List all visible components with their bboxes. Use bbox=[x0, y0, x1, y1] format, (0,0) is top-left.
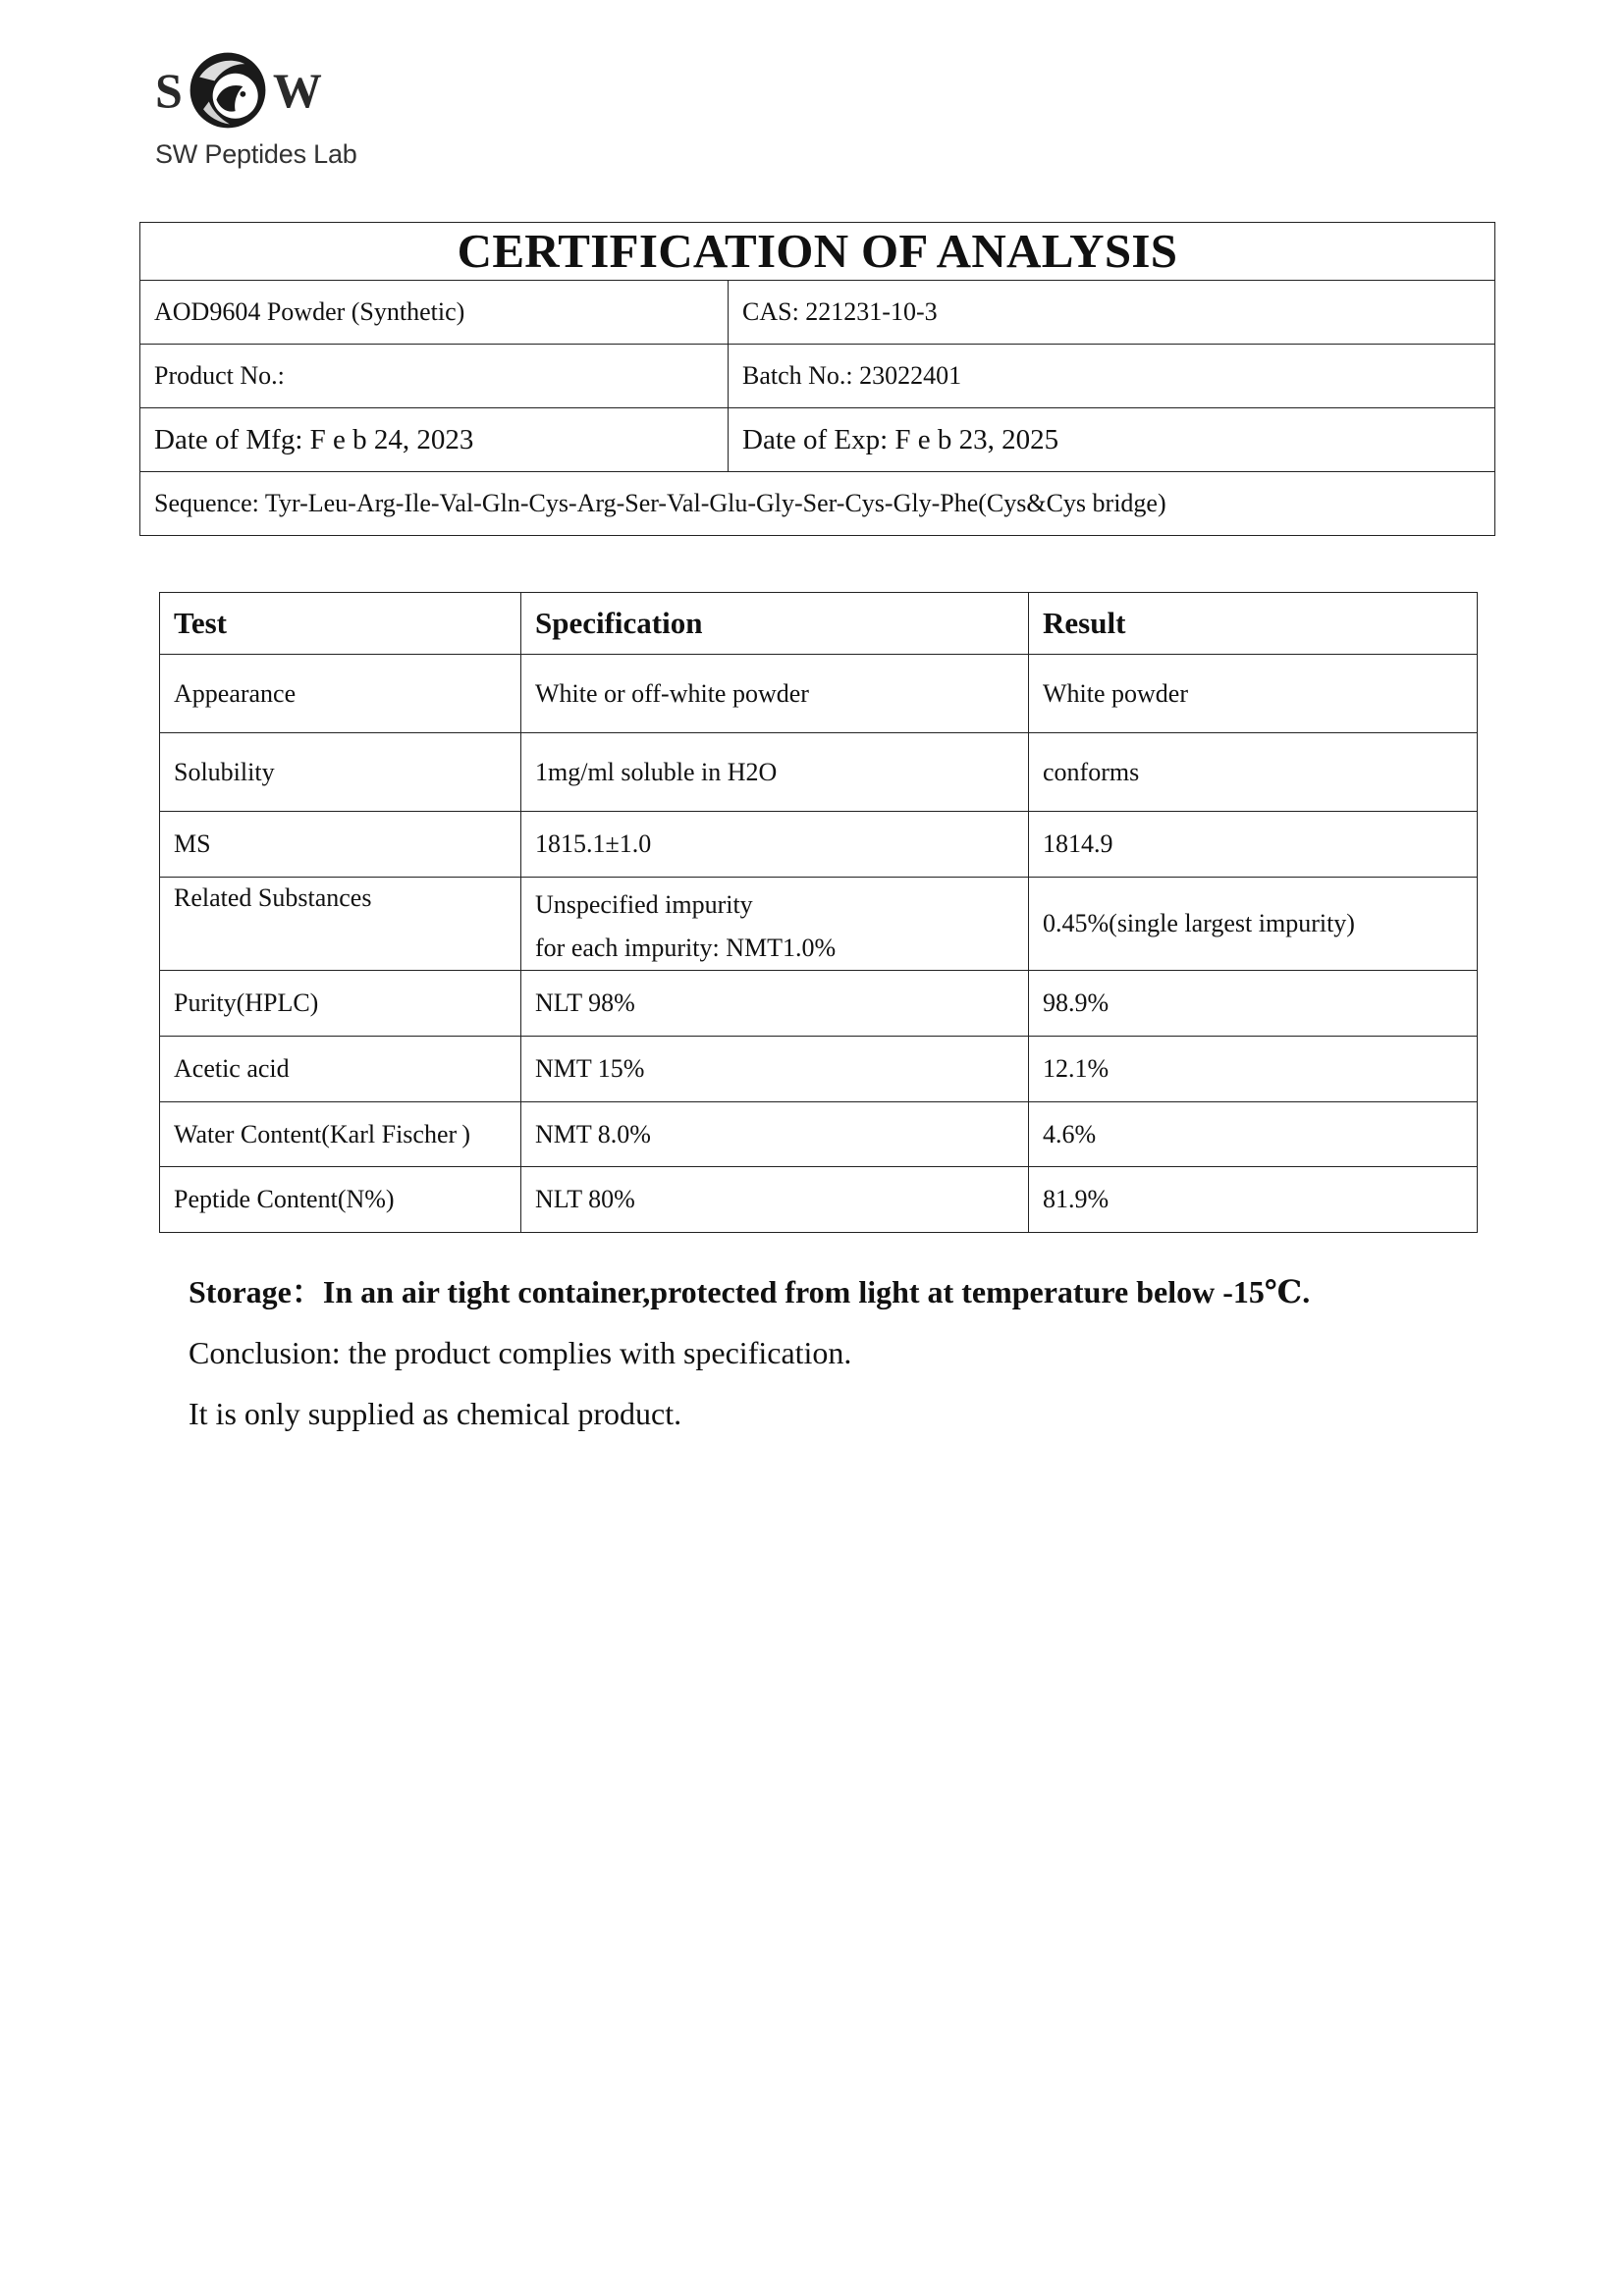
table-row bbox=[160, 878, 1478, 971]
column-header-result: Result bbox=[1029, 593, 1478, 655]
test-specification: 1815.1±1.0 bbox=[521, 812, 1029, 878]
test-result: conforms bbox=[1029, 733, 1478, 812]
test-specification bbox=[521, 878, 1029, 971]
test-name: Appearance bbox=[160, 655, 521, 733]
table-row bbox=[160, 971, 1478, 1037]
logo-subtitle: SW Peptides Lab bbox=[155, 139, 357, 169]
test-name: Water Content(Karl Fischer ) bbox=[160, 1102, 521, 1167]
test-name: Purity(HPLC) bbox=[160, 971, 521, 1037]
table-row bbox=[160, 1037, 1478, 1102]
product-info-table bbox=[139, 222, 1495, 536]
table-row bbox=[160, 655, 1478, 733]
column-header-specification: Specification bbox=[521, 593, 1029, 655]
table-row bbox=[160, 1167, 1478, 1233]
specification-line-1: Unspecified impurity bbox=[535, 890, 753, 919]
supply-statement: It is only supplied as chemical product. bbox=[189, 1396, 682, 1431]
storage-instructions: Storage：In an air tight container,protected from light at temperature below -15℃. bbox=[189, 1274, 1311, 1309]
product-number: Product No.: bbox=[140, 345, 729, 408]
document-title: CERTIFICATION OF ANALYSIS bbox=[140, 223, 1495, 281]
test-result: 81.9% bbox=[1029, 1167, 1478, 1233]
test-specification: NMT 8.0% bbox=[521, 1102, 1029, 1167]
date-of-manufacture: Date of Mfg: F e b 24, 2023 bbox=[140, 408, 729, 472]
company-logo bbox=[155, 43, 391, 181]
test-specification: NLT 80% bbox=[521, 1167, 1029, 1233]
test-results-table bbox=[159, 592, 1478, 1233]
test-specification: NLT 98% bbox=[521, 971, 1029, 1037]
test-result: 12.1% bbox=[1029, 1037, 1478, 1102]
logo-emblem-icon bbox=[181, 43, 275, 137]
test-specification: NMT 15% bbox=[521, 1037, 1029, 1102]
conclusion-text: Conclusion: the product complies with specification. bbox=[189, 1335, 852, 1370]
date-of-expiry: Date of Exp: F e b 23, 2025 bbox=[729, 408, 1495, 472]
test-result: 1814.9 bbox=[1029, 812, 1478, 878]
test-name: MS bbox=[160, 812, 521, 878]
product-name: AOD9604 Powder (Synthetic) bbox=[140, 281, 729, 345]
test-result: 98.9% bbox=[1029, 971, 1478, 1037]
logo-letter-w: W bbox=[272, 63, 322, 118]
test-name: Solubility bbox=[160, 733, 521, 812]
test-name: Peptide Content(N%) bbox=[160, 1167, 521, 1233]
test-result: 0.45%(single largest impurity) bbox=[1029, 878, 1478, 971]
table-row bbox=[160, 812, 1478, 878]
test-result: White powder bbox=[1029, 655, 1478, 733]
column-header-test: Test bbox=[160, 593, 521, 655]
test-specification: 1mg/ml soluble in H2O bbox=[521, 733, 1029, 812]
test-result: 4.6% bbox=[1029, 1102, 1478, 1167]
test-specification: White or off-white powder bbox=[521, 655, 1029, 733]
specification-line-2: for each impurity: NMT1.0% bbox=[535, 934, 837, 962]
test-name: Related Substances bbox=[160, 878, 521, 971]
table-row bbox=[160, 1102, 1478, 1167]
table-row bbox=[160, 733, 1478, 812]
peptide-sequence: Sequence: Tyr-Leu-Arg-Ile-Val-Gln-Cys-Arg-Ser-Val-Glu-Gly-Ser-Cys-Gly-Phe(Cys&Cys bridge) bbox=[140, 472, 1495, 536]
test-name: Acetic acid bbox=[160, 1037, 521, 1102]
cas-number: CAS: 221231-10-3 bbox=[729, 281, 1495, 345]
batch-number: Batch No.: 23022401 bbox=[729, 345, 1495, 408]
notes-section bbox=[189, 1266, 1310, 1449]
logo-letter-s: S bbox=[155, 63, 183, 118]
